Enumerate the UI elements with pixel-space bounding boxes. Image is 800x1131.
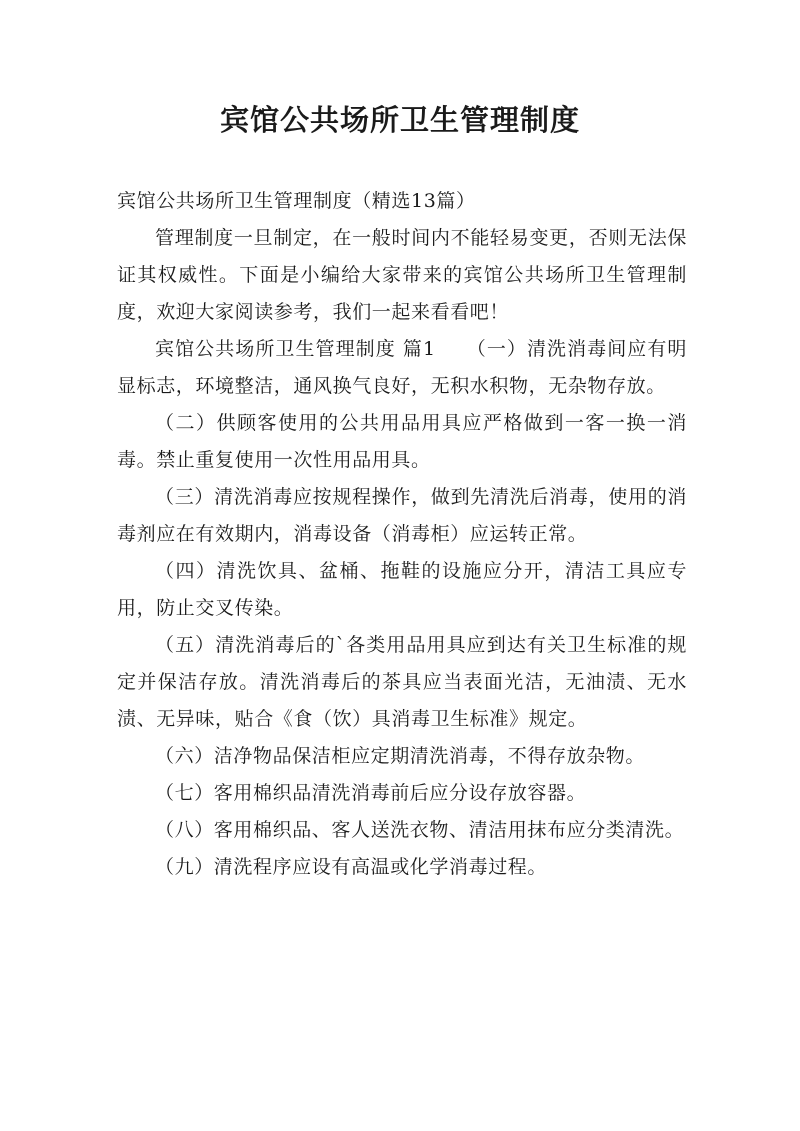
rule-item-8: （八）客用棉织品、客人送洗衣物、清洁用抹布应分类清洗。: [155, 819, 685, 841]
section-heading: 宾馆公共场所卫生管理制度 篇1: [155, 338, 436, 360]
rule-item-5: （五）清洗消毒后的`各类用品用具应到达有关卫生标准的规定并保洁存放。清洗消毒后的茶具应当表面光洁，无油渍、无水渍、无异味，贴合《食（饮）具消毒卫生标准》规定。: [117, 634, 687, 730]
document-body: [117, 183, 687, 886]
intro-paragraph: 管理制度一旦制定，在一般时间内不能轻易变更，否则无法保证其权威性。下面是小编给大家带来的宾馆公共场所卫生管理制度，欢迎大家阅读参考，我们一起来看看吧！: [117, 227, 687, 323]
document-subtitle: 宾馆公共场所卫生管理制度（精选13篇）: [117, 190, 476, 212]
rule-item-6: （六）洁净物品保洁柜应定期清洗消毒，不得存放杂物。: [155, 745, 646, 767]
rule-item-7: （七）客用棉织品清洗消毒前后应分设存放容器。: [155, 782, 587, 804]
rule-item-1: （一）清洗消毒间应有明显标志，环境整洁，通风换气良好，无积水积物，无杂物存放。: [117, 338, 687, 397]
rule-item-9: （九）清洗程序应设有高温或化学消毒过程。: [155, 856, 548, 878]
section-paragraph-1: [117, 331, 687, 405]
rule-item-3: （三）清洗消毒应按规程操作，做到先清洗后消毒，使用的消毒剂应在有效期内，消毒设备（消毒柜）应运转正常。: [117, 486, 687, 545]
rule-item-4: （四）清洗饮具、盆桶、拖鞋的设施应分开，清洁工具应专用，防止交叉传染。: [117, 560, 687, 619]
rule-item-2: （二）供顾客使用的公共用品用具应严格做到一客一换一消毒。禁止重复使用一次性用品用具。: [117, 412, 687, 471]
document-title: 宾馆公共场所卫生管理制度: [219, 103, 580, 137]
